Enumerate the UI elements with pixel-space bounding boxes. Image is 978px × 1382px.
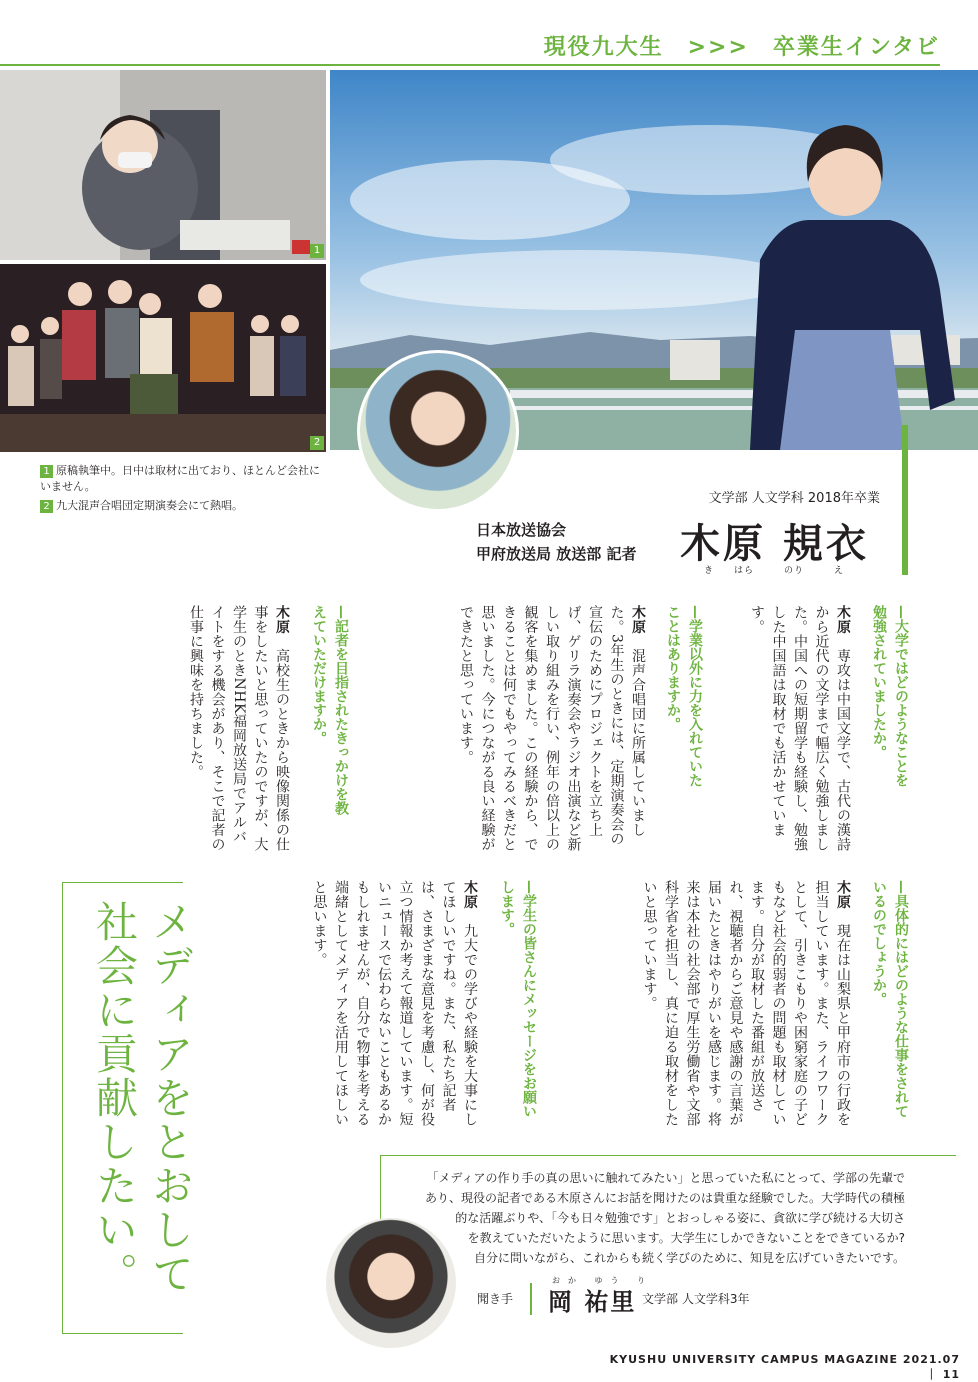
answer-body: 九大での学びや経験を大事にしてほしいですね。また、私たち記者は、さまざまな意見を考慮し、何が役立つ情報か考えて報道しています。短いニュースで伝わらないこともあるかもしれませんが、自分で物事を考える端緒としてメディアを活用してほしいと思います。 (311, 880, 478, 1127)
caption-number: 1 (40, 465, 53, 478)
header-rule (0, 64, 940, 66)
interviewer-comment (380, 1168, 905, 1268)
answer-body: 現在は山梨県と甲府市の行政を担当しています。また、ライフワークとして、引きこもりや困窮家庭の子どもなど社会的弱者の問題も取材しています。自分が取材した番組が放送され、視聴者からご意見や感謝の言葉が届いたときはやりがいを感じます。将来は本社の社会部で厚生労働省や文部科学省を担当し、真に迫る取材をしたいと思っています。 (641, 880, 851, 1127)
profile-position: 甲府放送局 放送部 記者 (476, 545, 637, 563)
interviewer-department: 文学部 人文学科3年 (642, 1292, 750, 1306)
speaker-label: 木原 (274, 605, 290, 634)
catch-line-2: 社会に貢献したい。 (90, 900, 139, 1296)
caption-text: 九大混声合唱団定期演奏会にて熱唱。 (56, 499, 243, 512)
profile-organization: 日本放送協会 (476, 521, 567, 539)
speaker-label: 木原 (630, 605, 646, 634)
speaker-label: 木原 (835, 880, 851, 909)
caption-number: 2 (40, 500, 53, 513)
interviewer-avatar (326, 1218, 456, 1348)
answer-text (185, 605, 293, 855)
photo-writing-illustration (0, 70, 326, 260)
question-heading: —記者を目指されたきっかけを教えていただけますか。 (311, 605, 349, 815)
comment-line: 的な活躍ぶりや、「今も日々勉強です」とおっしゃる姿に、貪欲に学び続ける大切さ (455, 1211, 905, 1225)
question-heading: —具体的にはどのような仕事をされているのでしょうか。 (871, 880, 909, 1118)
caption-photo-1 (40, 463, 330, 495)
answer-text (638, 880, 853, 1130)
photo-writing (0, 70, 326, 260)
answer-body: 高校生のときから映像関係の仕事をしたいと思っていたのですが、大学生のときNHK福岡放送局でアルバイトをする機会があり、そこで記者の仕事に興味を持ちました。 (188, 605, 290, 852)
interviewee-avatar (357, 350, 519, 512)
answer-text (308, 880, 480, 1130)
interviewer-label: 聞き手 (477, 1292, 514, 1306)
answer-text (455, 605, 649, 855)
comment-line: あり、現役の記者である木原さんにお話を聞けたのは貴重な経験でした。大学時代の積極 (424, 1191, 905, 1205)
catch-line-1: メディアをとおして (146, 900, 195, 1296)
speaker-label: 木原 (835, 605, 851, 634)
accent-bar (902, 425, 908, 575)
answer-body: 混声合唱団に所属していました。3年生のときには、定期演奏会の宣伝のためにプロジェクトを立ち上げ、ゲリラ演奏会やラジオ出演など新しい取り組みを行い、例年の倍以上の観客を集めました。この経験から、できることは何でもやってみるべきだと思いました。今につながる良い経験ができたと思っています。 (458, 605, 646, 852)
answer-body: 専攻は中国文学で、古代の漢詩から近代の文学まで幅広く勉強しました。中国への短期留学も経験し、勉強した中国語は取材でも活かせています。 (749, 605, 851, 852)
caption-photo-2 (40, 498, 330, 514)
photo-choir-illustration (0, 264, 326, 452)
interviewer-name-ruby: おか ゆう り (552, 1276, 654, 1285)
comment-line: 自分に問いながら、これからも続く学びのために、知見を広げていきたいです。 (473, 1251, 905, 1265)
speaker-label: 木原 (462, 880, 478, 909)
profile-name: 木原 規衣 (680, 520, 869, 567)
interviewer-separator (530, 1283, 532, 1315)
page-footer: KYUSHU UNIVERSITY CAMPUS MAGAZINE 2021.07 ｜ 11 (609, 1353, 960, 1381)
comment-line: を教えていただいたように思います。大学生にしかできないことをできているか? (467, 1231, 905, 1245)
interviewer-name: 岡 祐里 (548, 1287, 637, 1316)
catch-copy (86, 900, 198, 1320)
photo-number-badge: 2 (310, 436, 324, 450)
profile-name-ruby: き はら のり え (704, 566, 845, 576)
photo-choir (0, 264, 326, 452)
answer-text (746, 605, 854, 855)
photo-number-badge: 1 (310, 244, 324, 258)
caption-text: 原稿執筆中。日中は取材に出ており、ほとんど会社にいません。 (40, 464, 320, 493)
question-heading: —大学ではどのようなことを勉強されていましたか。 (871, 605, 909, 787)
profile-department: 文学部 人文学科 2018年卒業 (708, 491, 880, 506)
question-heading: —学業以外に力を入れていたことはありますか。 (665, 605, 703, 787)
section-header: 現役九大生 >>> 卒業生インタビ (543, 35, 940, 60)
question-heading: —学生の皆さんにメッセージをお願いします。 (499, 880, 537, 1118)
comment-line: 「メディアの作り手の真の思いに触れてみたい」と思っていた私にとって、学部の先輩で (426, 1171, 905, 1185)
